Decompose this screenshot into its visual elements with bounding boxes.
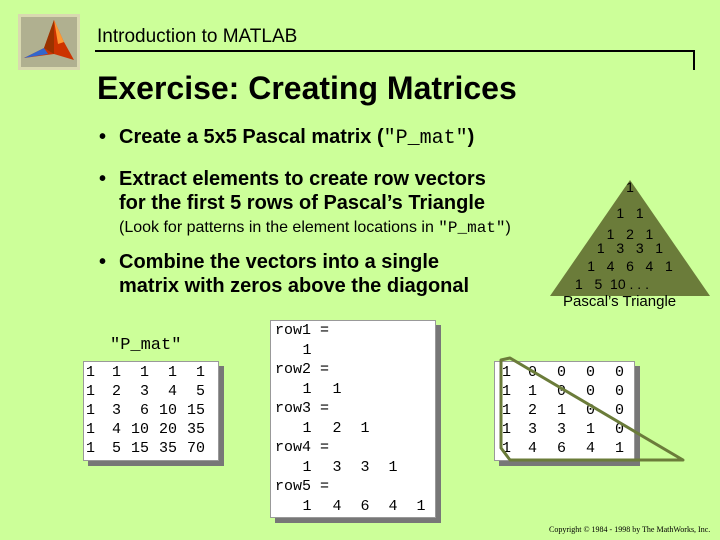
header-rule [95, 50, 695, 52]
matrix-cell: 3 [556, 421, 566, 438]
row-vector-value: 1 [302, 380, 312, 398]
row-vectors-box [270, 320, 436, 518]
copyright-notice: Copyright © 1984 - 1998 by The MathWorks, Inc. [549, 525, 711, 534]
row-vector-values [275, 419, 370, 439]
matrix-row [499, 382, 627, 401]
matrix-cell: 4 [168, 383, 178, 400]
matrix-cell: 35 [187, 421, 206, 438]
pmat-label: "P_mat" [110, 336, 182, 355]
matrix-cell: 0 [556, 364, 566, 381]
matrix-cell: 4 [585, 440, 595, 457]
row-vector-value: 3 [332, 458, 342, 476]
triangle-row: 1 3 3 1 [596, 240, 664, 256]
matrix-cell: 20 [159, 421, 178, 438]
row-vector-value: 1 [416, 497, 426, 515]
matrix-cell: 1 [614, 440, 624, 457]
bullet-dot: • [99, 168, 107, 190]
row-vector-value: 1 [388, 458, 398, 476]
row-vector-values [275, 380, 342, 400]
matrix-cell: 1 [112, 364, 122, 381]
pascal-triangle-svg [548, 172, 712, 312]
row-vector-value: 2 [332, 419, 342, 437]
row-vector-values [275, 497, 426, 517]
row-vector-values [275, 458, 398, 478]
matrix-cell: 1 [86, 421, 96, 438]
matrix-cell: 0 [614, 364, 624, 381]
pascal-triangle-figure [548, 172, 712, 312]
bullet-extract-rows: • Extract elements to create row vectors for the first 5 rows of Pascal’s Triangle [99, 168, 486, 214]
triangle-row: 1 5 10 . . . [575, 276, 649, 292]
row-vectors-list [275, 321, 426, 516]
matrix-row [499, 439, 627, 458]
row-vector-value: 1 [302, 497, 312, 515]
course-title: Introduction to MATLAB [97, 26, 298, 47]
row-vector-values [275, 341, 329, 361]
matrix-cell: 1 [501, 421, 511, 438]
pascal-matrix [86, 363, 207, 458]
row-vector-name: row3 = [275, 400, 330, 417]
matrix-cell: 2 [527, 402, 537, 419]
matrix-cell: 0 [585, 402, 595, 419]
matrix-cell: 4 [527, 440, 537, 457]
matrix-cell: 4 [112, 421, 122, 438]
matrix-cell: 0 [614, 421, 624, 438]
matrix-cell: 35 [159, 440, 178, 457]
matrix-row [86, 420, 207, 439]
row-vector-value: 1 [332, 380, 342, 398]
bullet-create-pascal: • Create a 5x5 Pascal matrix ("P_mat") [99, 126, 475, 150]
matrix-cell: 0 [556, 383, 566, 400]
triangle-row: 1 4 6 4 1 [587, 258, 673, 274]
matrix-cell: 0 [585, 383, 595, 400]
row-vector-value: 4 [388, 497, 398, 515]
matrix-cell: 1 [527, 383, 537, 400]
matrix-cell: 0 [527, 364, 537, 381]
matrix-cell: 1 [501, 402, 511, 419]
matrix-cell: 10 [159, 402, 178, 419]
matrix-cell: 3 [112, 402, 122, 419]
matrix-row [499, 363, 627, 382]
row-vector-name: row5 = [275, 478, 330, 495]
triangle-row: 1 2 1 [606, 226, 654, 242]
matrix-cell: 15 [187, 402, 206, 419]
matlab-logo-icon [18, 14, 80, 70]
matrix-cell: 1 [140, 364, 150, 381]
slide-title: Exercise: Creating Matrices [97, 70, 517, 106]
matrix-cell: 1 [556, 402, 566, 419]
bullet-dot: • [99, 126, 107, 148]
row-vector-value: 1 [302, 341, 312, 359]
lower-triangular-matrix [499, 363, 627, 458]
row-vector-value: 1 [302, 419, 312, 437]
matrix-cell: 5 [196, 383, 206, 400]
bullet-combine-vectors: • Combine the vectors into a single matrix with zeros above the diagonal [99, 251, 470, 297]
row-vector-name: row1 = [275, 322, 330, 339]
matrix-row [86, 363, 207, 382]
matrix-cell: 1 [501, 364, 511, 381]
matrix-cell: 3 [140, 383, 150, 400]
row-vector-name: row4 = [275, 439, 330, 456]
matrix-cell: 1 [501, 440, 511, 457]
matrix-cell: 1 [168, 364, 178, 381]
bullet-dot: • [99, 251, 107, 273]
matrix-row [86, 439, 207, 458]
matrix-cell: 1 [86, 402, 96, 419]
matrix-cell: 5 [112, 440, 122, 457]
matrix-cell: 0 [585, 364, 595, 381]
row-vector-value: 3 [360, 458, 370, 476]
triangle-row: 1 1 [616, 205, 644, 221]
matrix-cell: 1 [585, 421, 595, 438]
matrix-cell: 70 [187, 440, 206, 457]
code-pmat: "P_mat" [383, 127, 468, 150]
matrix-cell: 10 [131, 421, 150, 438]
header-rule-tick [693, 50, 695, 70]
code-pmat: "P_mat" [438, 219, 506, 237]
matrix-row [499, 401, 627, 420]
matrix-cell: 3 [527, 421, 537, 438]
row-vector-value: 1 [302, 458, 312, 476]
row-vector-value: 6 [360, 497, 370, 515]
matrix-cell: 6 [140, 402, 150, 419]
matrix-cell: 0 [614, 383, 624, 400]
pascal-matrix-box [83, 361, 219, 461]
matrix-cell: 0 [614, 402, 624, 419]
matrix-cell: 2 [112, 383, 122, 400]
matrix-cell: 1 [501, 383, 511, 400]
matrix-row [86, 382, 207, 401]
matrix-row [86, 401, 207, 420]
row-vector-value: 1 [360, 419, 370, 437]
row-vector-name: row2 = [275, 361, 330, 378]
triangle-row: 1 [626, 179, 634, 195]
hint-note: (Look for patterns in the element locations in "P_mat") [119, 219, 511, 237]
row-vector-value: 4 [332, 497, 342, 515]
matrix-cell: 15 [131, 440, 150, 457]
matrix-cell: 1 [86, 440, 96, 457]
matrix-row [499, 420, 627, 439]
matrix-cell: 6 [556, 440, 566, 457]
matrix-cell: 1 [196, 364, 206, 381]
matrix-cell: 1 [86, 383, 96, 400]
lower-matrix-box [494, 361, 635, 461]
matrix-cell: 1 [86, 364, 96, 381]
triangle-caption: Pascal’s Triangle [563, 293, 677, 310]
